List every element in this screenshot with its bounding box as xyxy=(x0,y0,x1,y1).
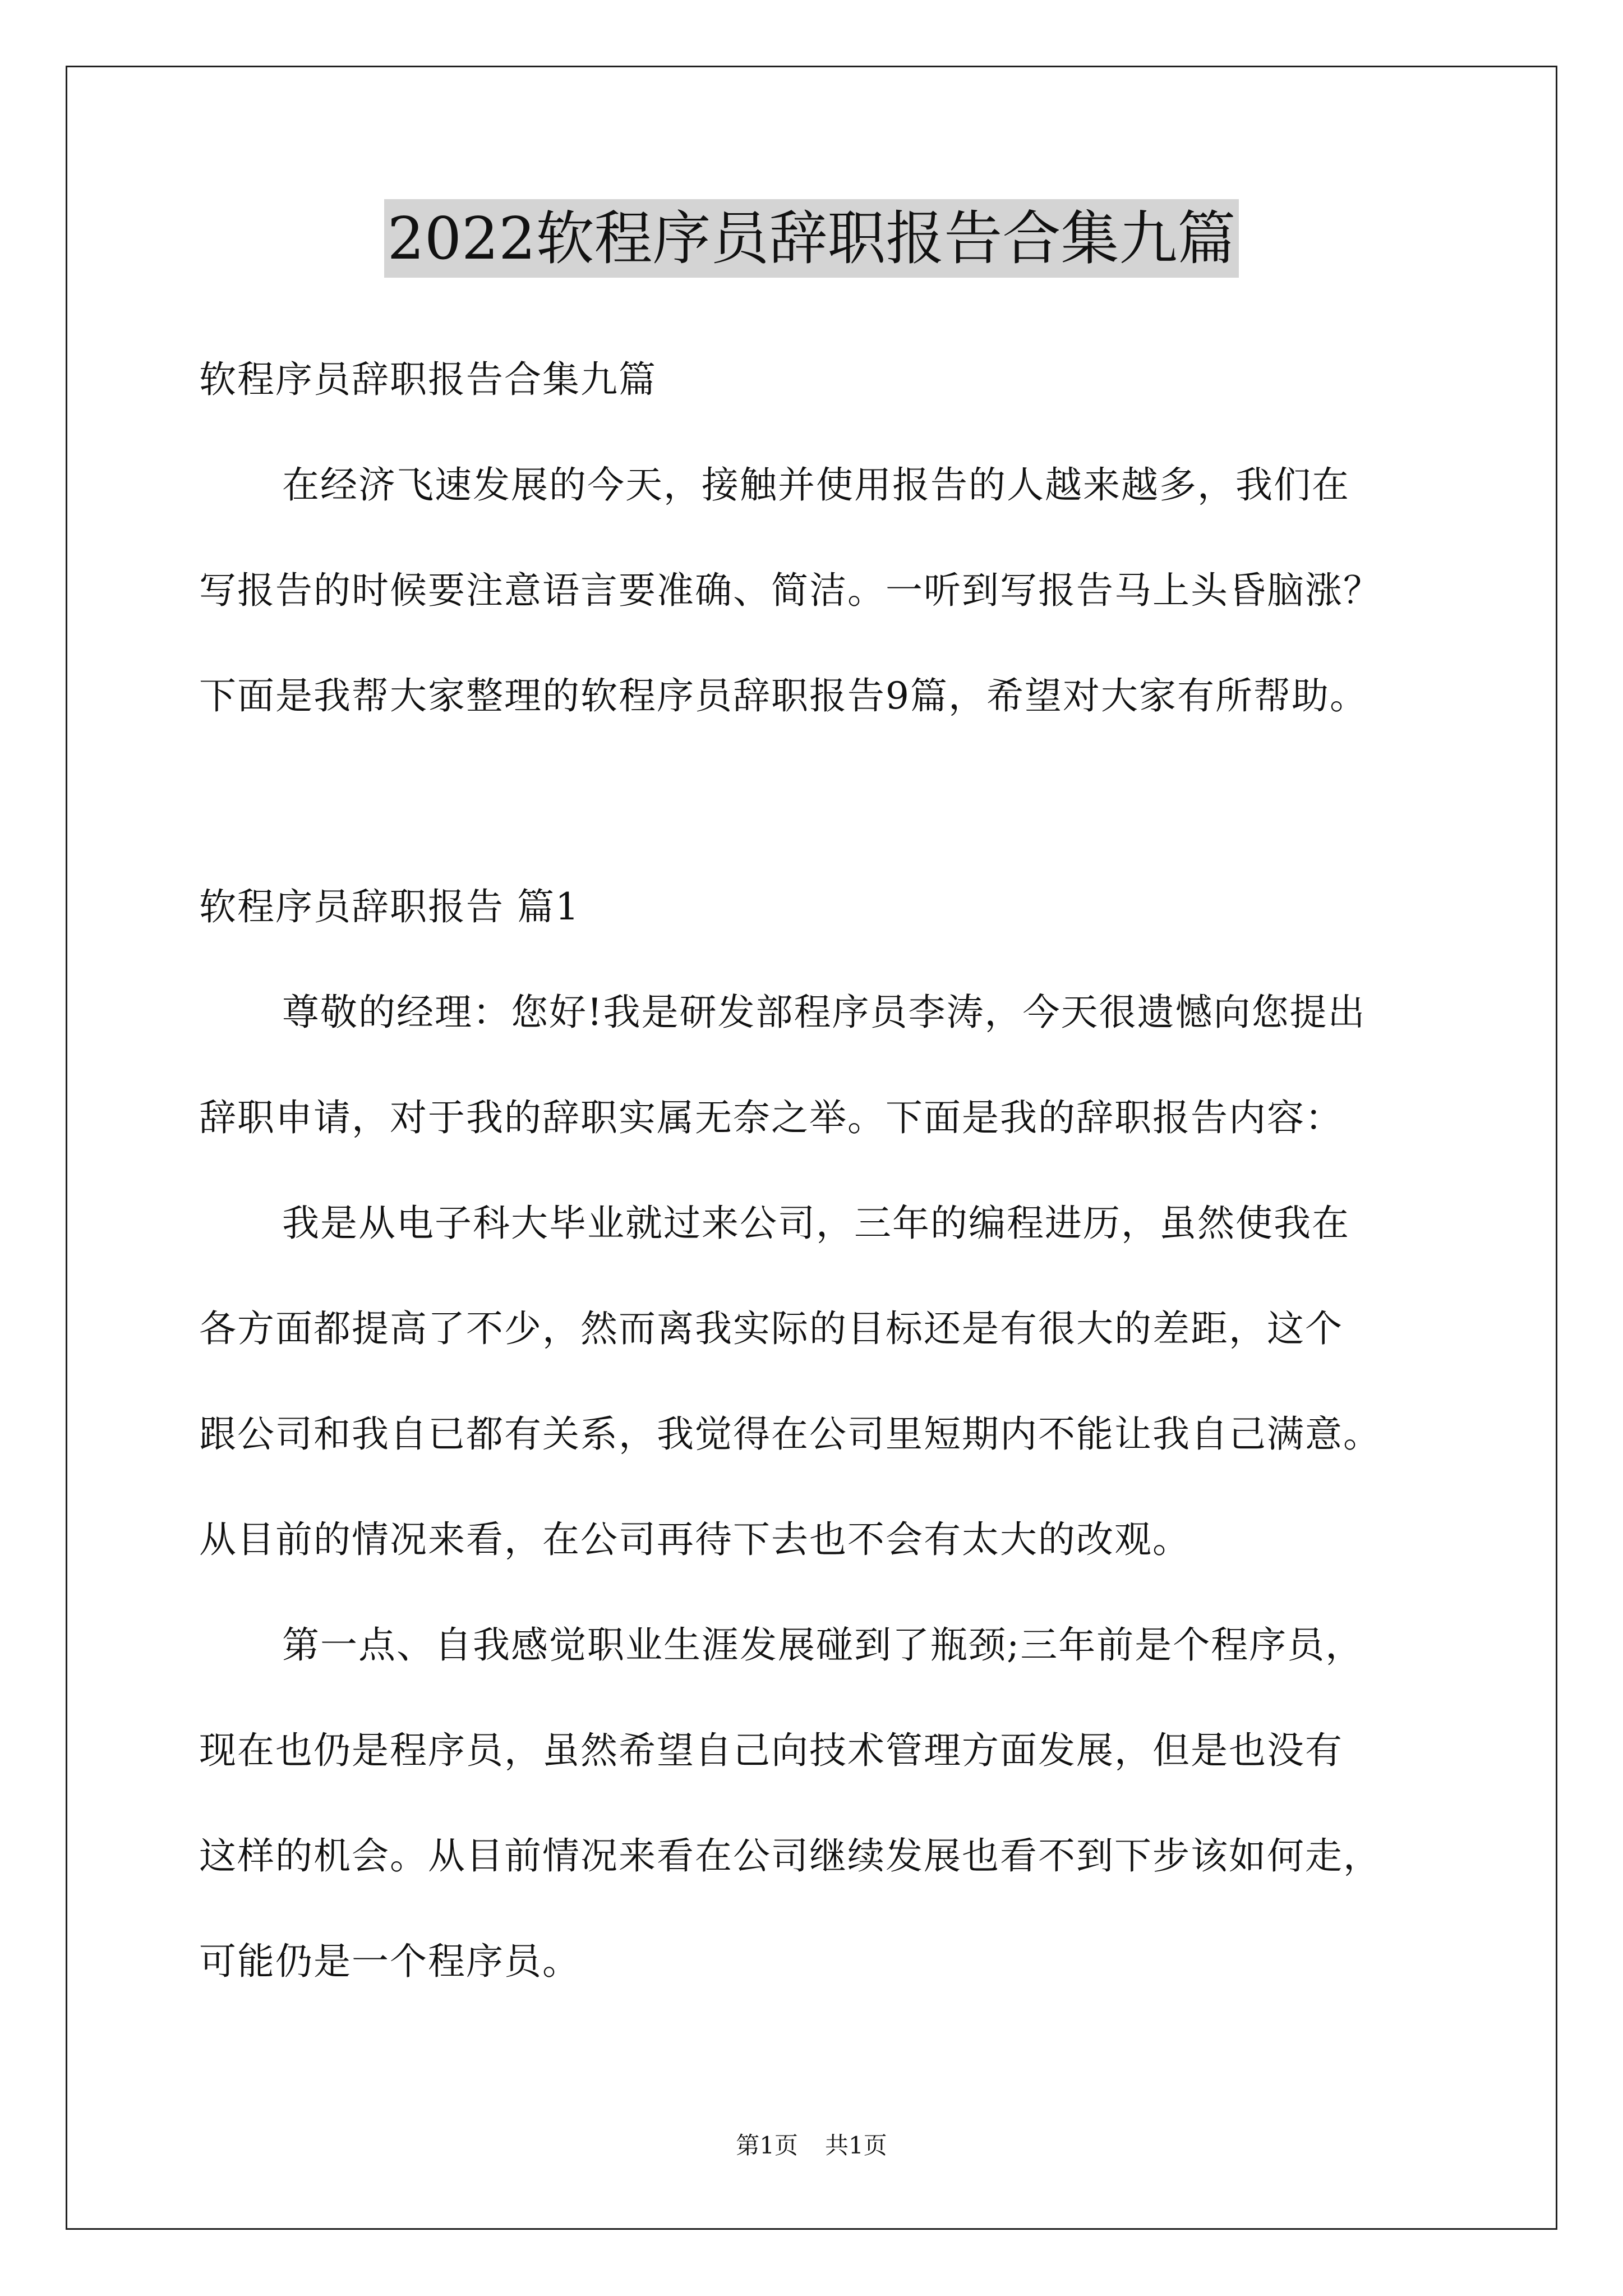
intro-line-2: 写报告的时候要注意语言要准确、简洁。一听到写报告马上头昏脑涨？ xyxy=(199,569,1381,612)
document-title: 2022软程序员辞职报告合集九篇 xyxy=(384,199,1239,278)
intro-line-1: 在经济飞速发展的今天，接触并使用报告的人越来越多，我们在 xyxy=(282,463,1350,507)
subtitle: 软程序员辞职报告合集九篇 xyxy=(199,358,657,401)
body-line-4: 各方面都提高了不少，然而离我实际的目标还是有很大的差距，这个 xyxy=(199,1307,1343,1350)
body-line-1: 尊敬的经理：您好!我是研发部程序员李涛，今天很遗憾向您提出 xyxy=(282,991,1366,1034)
page-footer xyxy=(0,2129,1623,2162)
intro-line-3: 下面是我帮大家整理的软程序员辞职报告9篇，希望对大家有所帮助。 xyxy=(199,674,1368,717)
body-line-8: 现在也仍是程序员，虽然希望自己向技术管理方面发展，但是也没有 xyxy=(199,1729,1343,1772)
page-total: 共1页 xyxy=(825,2132,887,2159)
body-line-6: 从目前的情况来看，在公司再待下去也不会有太大的改观。 xyxy=(199,1518,1191,1561)
body-line-7: 第一点、自我感觉职业生涯发展碰到了瓶颈;三年前是个程序员， xyxy=(282,1623,1364,1667)
body-line-9: 这样的机会。从目前情况来看在公司继续发展也看不到下步该如何走， xyxy=(199,1834,1381,1878)
title-area xyxy=(0,199,1623,278)
body-line-2: 辞职申请，对于我的辞职实属无奈之举。下面是我的辞职报告内容： xyxy=(199,1096,1343,1139)
page-number: 第1页 xyxy=(736,2132,798,2159)
body-line-5: 跟公司和我自已都有关系，我觉得在公司里短期内不能让我自己满意。 xyxy=(199,1412,1381,1456)
section-heading: 软程序员辞职报告 篇1 xyxy=(199,885,580,928)
body-line-3: 我是从电子科大毕业就过来公司，三年的编程进历，虽然使我在 xyxy=(282,1202,1350,1245)
body-line-10: 可能仍是一个程序员。 xyxy=(199,1940,580,1983)
